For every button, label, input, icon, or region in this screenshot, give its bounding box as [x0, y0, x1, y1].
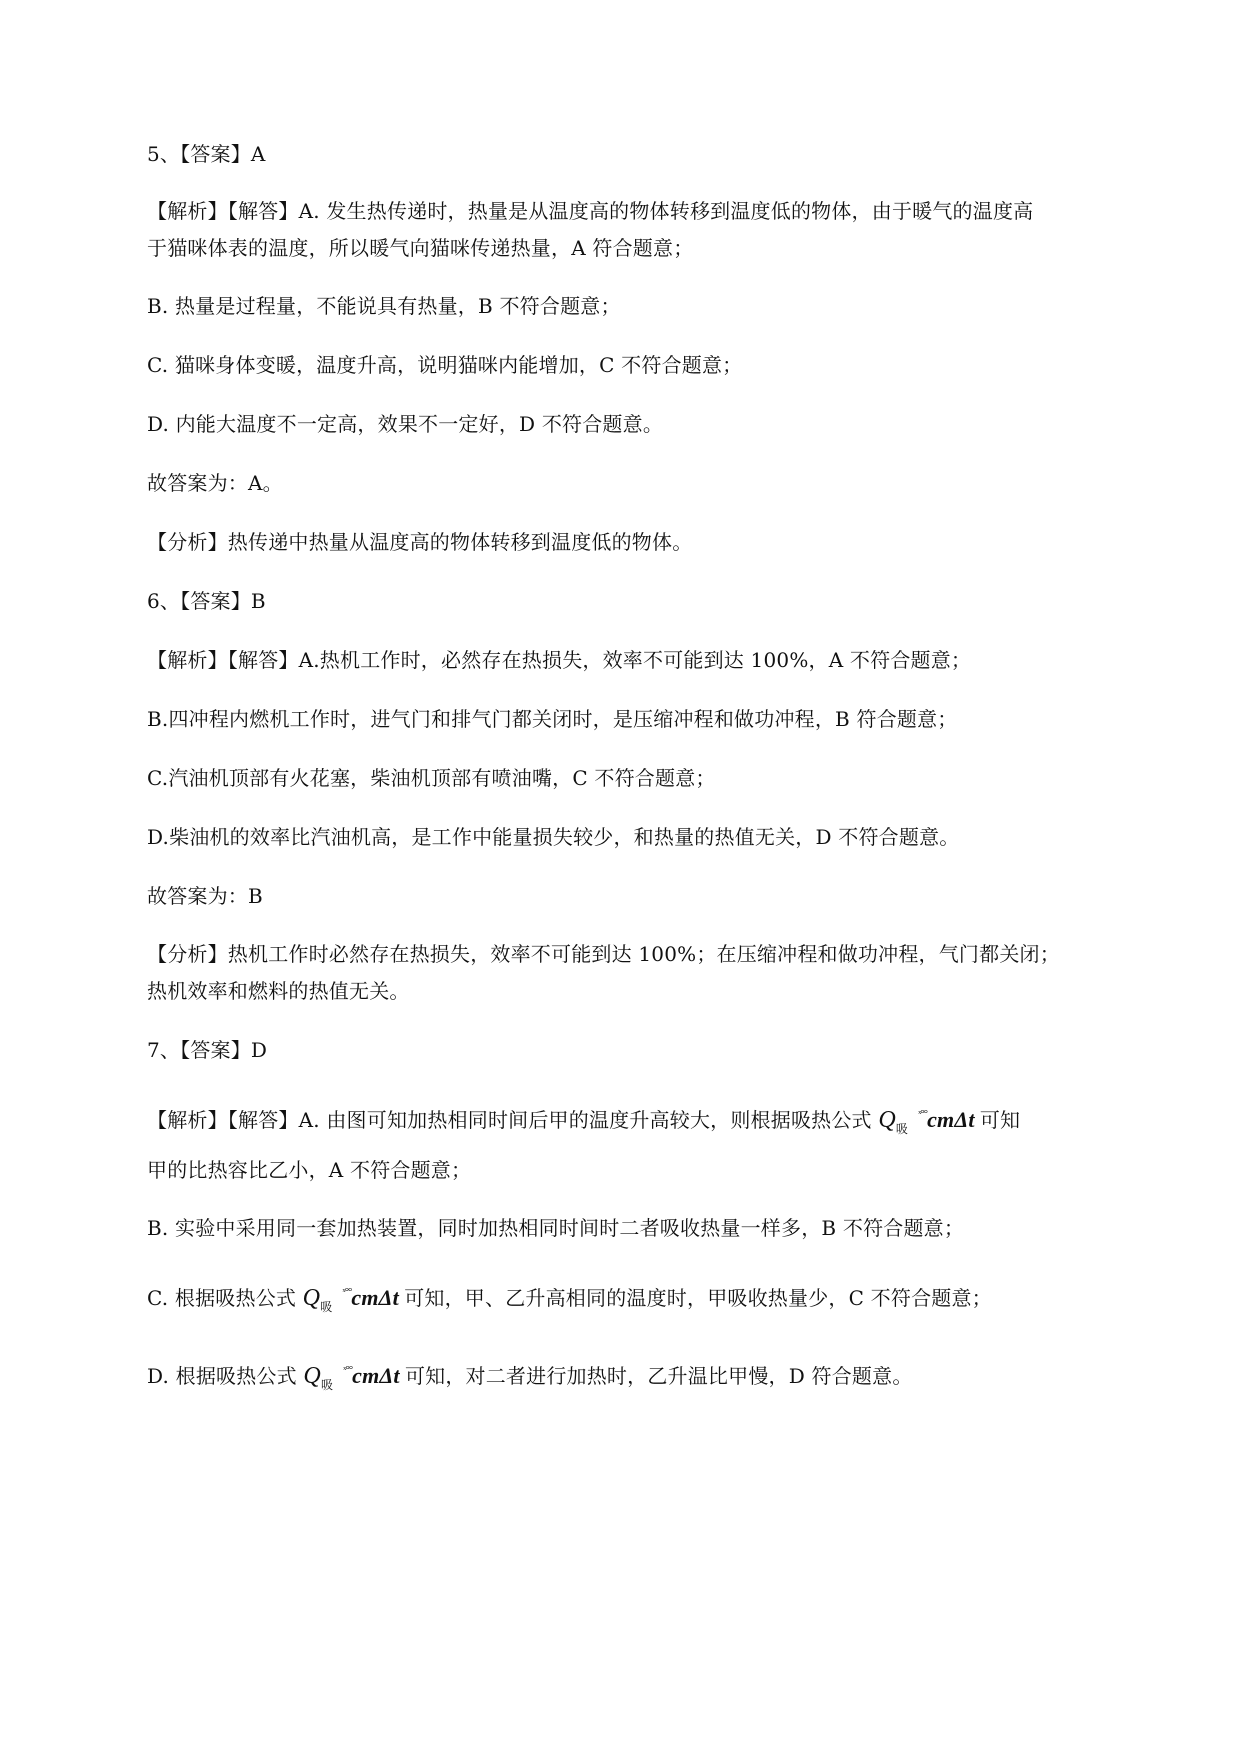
q5-option-c: C. 猫咪身体变暖，温度升高，说明猫咪内能增加，C 不符合题意； [147, 353, 743, 377]
q6-analysis-a: 【解析】【解答】A.热机工作时，必然存在热损失，效率不可能到达 100%，A 不符合题意； [147, 648, 972, 672]
q6-summary-line-1: 【分析】热机工作时必然存在热损失，效率不可能到达 100%；在压缩冲程和做功冲程，气门都关闭； [147, 942, 1060, 966]
heat-formula [878, 1107, 980, 1136]
q6-option-d: D.柴油机的效率比汽油机高，是工作中能量损失较少，和热量的热值无关，D 不符合题意。 [147, 825, 960, 849]
q7-option-c [147, 1278, 992, 1321]
heat-formula [303, 1363, 405, 1392]
q7-d-text-after: 可知，对二者进行加热时，乙升温比甲慢，D 符合题意。 [404, 1364, 913, 1388]
formula-q: Q [303, 1363, 321, 1389]
q6-summary-line-2: 热机效率和燃料的热值无关。 [147, 979, 410, 1003]
formula-q: Q [878, 1107, 896, 1133]
formula-mark: ˣ°° [918, 1108, 928, 1120]
q6-option-b: B.四冲程内燃机工作时，进气门和排气门都关闭时，是压缩冲程和做功冲程，B 符合题意； [147, 707, 958, 731]
formula-subscript: 吸 [320, 1378, 334, 1392]
formula-body: cmΔt [352, 1363, 400, 1388]
formula-subscript: 吸 [895, 1122, 909, 1136]
q7-a-text-after: 可知 [979, 1108, 1021, 1132]
q5-analysis-line-1: 【解析】【解答】A. 发生热传递时，热量是从温度高的物体转移到温度低的物体，由于暖气的温度高 [147, 199, 1034, 223]
q7-option-b: B. 实验中采用同一套加热装置，同时加热相同时间时二者吸收热量一样多，B 不符合题意； [147, 1216, 965, 1240]
q7-a-text-before: 【解析】【解答】A. 由图可知加热相同时间后甲的温度升高较大，则根据吸热公式 [147, 1108, 879, 1132]
q7-answer: 7、【答案】D [147, 1038, 268, 1062]
q7-analysis-a-line-1 [147, 1100, 1020, 1143]
q5-option-d: D. 内能大温度不一定高，效果不一定好，D 不符合题意。 [147, 412, 664, 436]
formula-subscript: 吸 [320, 1300, 333, 1314]
q7-analysis-a-line-2: 甲的比热容比乙小，A 不符合题意； [147, 1158, 472, 1182]
formula-body: cmΔt [927, 1107, 975, 1132]
q5-analysis-line-2: 于猫咪体表的温度，所以暖气向猫咪传递热量，A 符合题意； [147, 236, 694, 260]
q6-option-c: C.汽油机顶部有火花塞，柴油机顶部有喷油嘴，C 不符合题意； [147, 766, 716, 790]
q6-final-answer: 故答案为：B [147, 884, 263, 908]
formula-mark: ˣ°° [342, 1286, 352, 1298]
q7-option-d [147, 1356, 913, 1399]
q5-summary: 【分析】热传递中热量从温度高的物体转移到温度低的物体。 [147, 530, 693, 554]
q5-answer: 5、【答案】A [147, 142, 266, 166]
formula-mark: ˣ°° [343, 1364, 353, 1376]
q7-d-text-before: D. 根据吸热公式 [147, 1364, 304, 1388]
heat-formula [302, 1285, 405, 1314]
formula-q: Q [302, 1285, 321, 1311]
q6-answer: 6、【答案】B [147, 589, 266, 613]
formula-body: cmΔt [351, 1285, 399, 1310]
q7-c-text-after: 可知，甲、乙升高相同的温度时，甲吸收热量少，C 不符合题意； [404, 1286, 992, 1310]
q5-option-b: B. 热量是过程量，不能说具有热量，B 不符合题意； [147, 294, 621, 318]
q7-c-text-before: C. 根据吸热公式 [147, 1286, 303, 1310]
q5-final-answer: 故答案为：A。 [147, 471, 283, 495]
